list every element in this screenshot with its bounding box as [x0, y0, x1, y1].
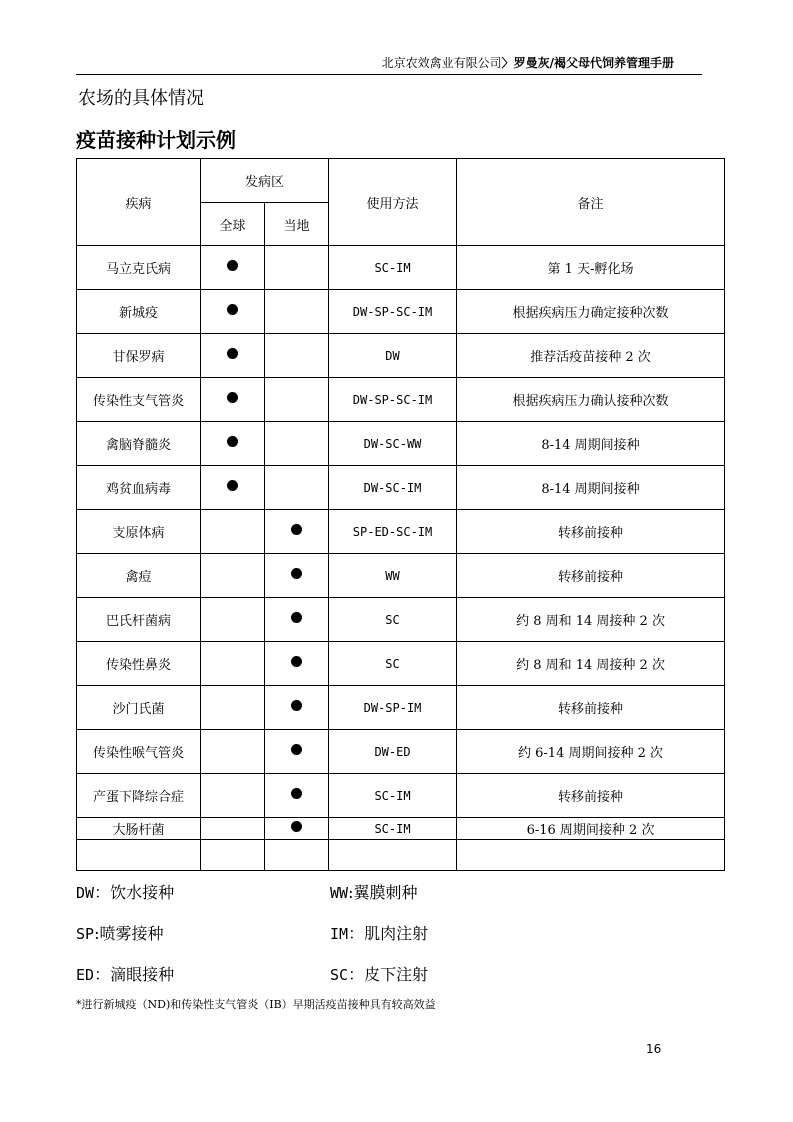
table-row: [77, 686, 725, 730]
global-cell: [201, 510, 265, 554]
legend-text: 饮水接种: [110, 883, 175, 902]
legend-sep: ：: [94, 883, 111, 902]
note-cell: 约 8 周和 14 周接种 2 次: [457, 598, 725, 642]
bullet-dot-icon: [291, 656, 302, 667]
legend-item: [76, 921, 163, 944]
method-cell: WW: [329, 554, 457, 598]
disease-cell: 产蛋下降综合症: [77, 774, 201, 818]
legend-sep: :: [348, 883, 354, 902]
legend-item: [76, 962, 174, 985]
empty-cell: [329, 840, 457, 871]
disease-cell: 新城疫: [77, 290, 201, 334]
legend-text: 滴眼接种: [110, 965, 175, 984]
empty-cell: [201, 840, 265, 871]
global-cell: [201, 774, 265, 818]
method-cell: DW-SC-IM: [329, 466, 457, 510]
local-cell: [265, 466, 329, 510]
legend-text: 喷雾接种: [99, 924, 164, 943]
method-cell: SC-IM: [329, 246, 457, 290]
bullet-dot-icon: [291, 788, 302, 799]
disease-cell: 支原体病: [77, 510, 201, 554]
note-cell: 约 6-14 周期间接种 2 次: [457, 730, 725, 774]
local-cell: [265, 730, 329, 774]
page-number: 16: [646, 1042, 662, 1056]
local-cell: [265, 818, 329, 840]
footnote: *进行新城疫（ND)和传染性支气管炎（IB）早期活疫苗接种具有较高效益: [76, 998, 436, 1011]
bullet-dot-icon: [291, 744, 302, 755]
table-row: [77, 554, 725, 598]
table-row: [77, 598, 725, 642]
method-cell: DW-SP-IM: [329, 686, 457, 730]
header-note: 备注: [457, 159, 725, 246]
disease-cell: 沙门氏菌: [77, 686, 201, 730]
section-label: 农场的具体情况: [78, 88, 204, 109]
disease-cell: 甘保罗病: [77, 334, 201, 378]
header-region: 发病区: [201, 159, 329, 203]
legend-code: SP: [76, 925, 95, 943]
disease-cell: 马立克氏病: [77, 246, 201, 290]
disease-cell: 禽脑脊髓炎: [77, 422, 201, 466]
note-cell: 8-14 周期间接种: [457, 466, 725, 510]
global-cell: [201, 730, 265, 774]
method-cell: DW: [329, 334, 457, 378]
local-cell: [265, 642, 329, 686]
table-row: [77, 730, 725, 774]
local-cell: [265, 510, 329, 554]
disease-cell: 传染性支气管炎: [77, 378, 201, 422]
global-cell: [201, 554, 265, 598]
bullet-dot-icon: [227, 348, 238, 359]
empty-cell: [77, 840, 201, 871]
note-cell: 根据疾病压力确定接种次数: [457, 290, 725, 334]
header-local: 当地: [265, 203, 329, 246]
local-cell: [265, 334, 329, 378]
note-cell: 转移前接种: [457, 554, 725, 598]
legend-code: WW: [330, 884, 349, 902]
disease-cell: 传染性鼻炎: [77, 642, 201, 686]
legend-text: 皮下注射: [364, 965, 429, 984]
empty-cell: [457, 840, 725, 871]
bullet-dot-icon: [227, 304, 238, 315]
disease-cell: 传染性喉气管炎: [77, 730, 201, 774]
method-cell: DW-SC-WW: [329, 422, 457, 466]
empty-row: [77, 840, 725, 871]
header-manual-title: 罗曼灰/褐父母代饲养管理手册: [513, 56, 674, 70]
legend-code: DW: [76, 884, 95, 902]
bullet-dot-icon: [291, 821, 302, 832]
disease-cell: 禽痘: [77, 554, 201, 598]
global-cell: [201, 246, 265, 290]
global-cell: [201, 642, 265, 686]
legend-item: [330, 921, 428, 944]
bullet-dot-icon: [291, 524, 302, 535]
global-cell: [201, 466, 265, 510]
local-cell: [265, 686, 329, 730]
legend-code: IM: [330, 925, 349, 943]
legend-code: SC: [330, 966, 349, 984]
bullet-dot-icon: [227, 480, 238, 491]
bullet-dot-icon: [227, 260, 238, 271]
global-cell: [201, 686, 265, 730]
note-cell: 转移前接种: [457, 686, 725, 730]
local-cell: [265, 774, 329, 818]
bullet-dot-icon: [291, 612, 302, 623]
local-cell: [265, 378, 329, 422]
legend-item: [330, 962, 428, 985]
legend-sep: :: [94, 924, 100, 943]
note-cell: 推荐活疫苗接种 2 次: [457, 334, 725, 378]
method-cell: SC: [329, 642, 457, 686]
method-cell: SC-IM: [329, 818, 457, 840]
global-cell: [201, 598, 265, 642]
method-cell: DW-SP-SC-IM: [329, 378, 457, 422]
note-cell: 转移前接种: [457, 510, 725, 554]
local-cell: [265, 246, 329, 290]
method-cell: SC: [329, 598, 457, 642]
local-cell: [265, 598, 329, 642]
note-cell: 约 8 周和 14 周接种 2 次: [457, 642, 725, 686]
method-cell: DW-SP-SC-IM: [329, 290, 457, 334]
legend-sep: ：: [348, 924, 365, 943]
legend-code: ED: [76, 966, 95, 984]
header-separator: 〉: [501, 56, 514, 70]
local-cell: [265, 554, 329, 598]
table-row: [77, 510, 725, 554]
local-cell: [265, 422, 329, 466]
method-cell: SP-ED-SC-IM: [329, 510, 457, 554]
global-cell: [201, 334, 265, 378]
bullet-dot-icon: [227, 436, 238, 447]
page-title: 疫苗接种计划示例: [76, 128, 236, 152]
bullet-dot-icon: [291, 568, 302, 579]
bullet-dot-icon: [291, 700, 302, 711]
disease-cell: 巴氏杆菌病: [77, 598, 201, 642]
disease-cell: 鸡贫血病毒: [77, 466, 201, 510]
empty-cell: [265, 840, 329, 871]
table-row: [77, 378, 725, 422]
note-cell: 根据疾病压力确认接种次数: [457, 378, 725, 422]
method-cell: DW-ED: [329, 730, 457, 774]
header-company: 北京农效禽业有限公司: [381, 56, 502, 70]
table-row: [77, 334, 725, 378]
page-header: [76, 48, 702, 75]
global-cell: [201, 290, 265, 334]
legend-item: [330, 880, 417, 903]
note-cell: 6-16 周期间接种 2 次: [457, 818, 725, 840]
global-cell: [201, 422, 265, 466]
local-cell: [265, 290, 329, 334]
header-text: [382, 54, 674, 71]
table-body: [77, 246, 725, 871]
table-row: [77, 422, 725, 466]
vaccination-table: [76, 158, 725, 871]
global-cell: [201, 818, 265, 840]
table-row: [77, 246, 725, 290]
table-row: [77, 774, 725, 818]
note-cell: 8-14 周期间接种: [457, 422, 725, 466]
legend-text: 肌肉注射: [364, 924, 429, 943]
table-row: [77, 642, 725, 686]
note-cell: 转移前接种: [457, 774, 725, 818]
header-method: 使用方法: [329, 159, 457, 246]
disease-cell: 大肠杆菌: [77, 818, 201, 840]
method-cell: SC-IM: [329, 774, 457, 818]
table-row: [77, 290, 725, 334]
table-row: [77, 466, 725, 510]
legend-sep: ：: [94, 965, 111, 984]
legend-text: 翼膜刺种: [353, 883, 418, 902]
global-cell: [201, 378, 265, 422]
legend-sep: ：: [348, 965, 365, 984]
legend-item: [76, 880, 174, 903]
table-row: [77, 818, 725, 840]
header-global: 全球: [201, 203, 265, 246]
bullet-dot-icon: [227, 392, 238, 403]
note-cell: 第 1 天-孵化场: [457, 246, 725, 290]
header-disease: 疾病: [77, 159, 201, 246]
